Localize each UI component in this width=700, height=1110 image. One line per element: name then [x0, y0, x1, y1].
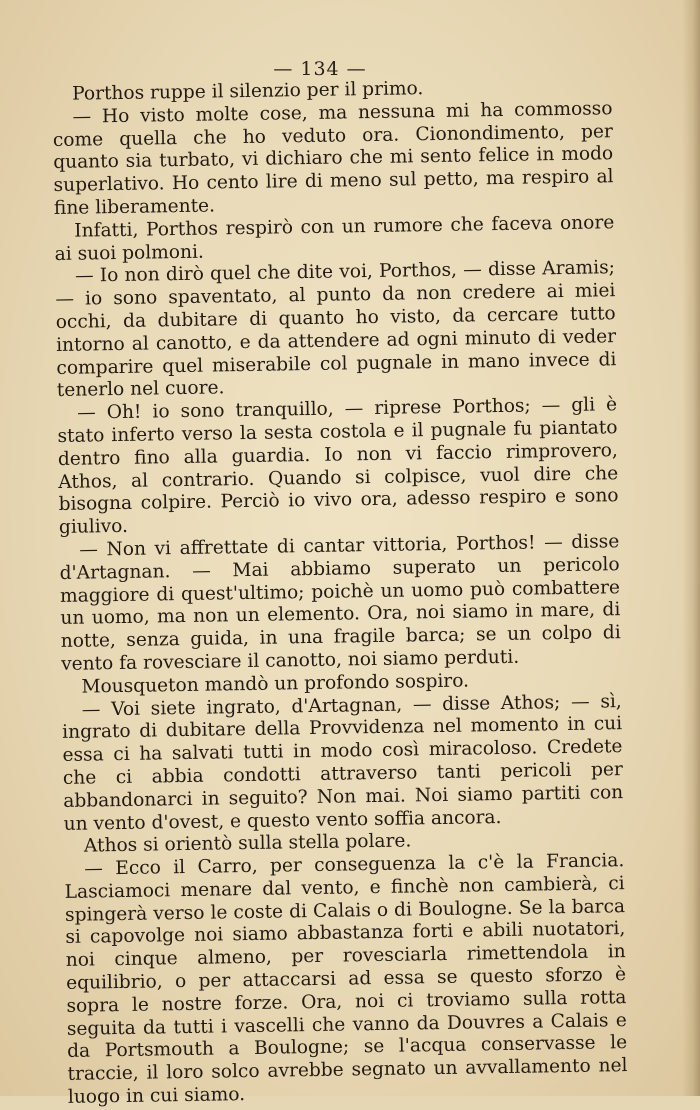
paragraph-8: — Voi siete ingrato, d'Artagnan, — disse Athos; — sì, ingrato di dubitare della Provvidenza nel momento in cui essa ci ha salvati tutti in modo così miracoloso. Credete che ci abbia condotti attraverso tanti pericoli per abbandonarci in seguito? Non mai. Noi siamo partiti con un vento d'ovest, e questo vento soffia ancora.	[62, 690, 624, 835]
paragraph-9: Athos si orientò sulla stella polare.	[83, 830, 412, 857]
page-text	[52, 75, 628, 1110]
paragraph-2: — Ho visto molte cose, ma nessuna mi ha commosso come quella che ho veduto ora. Cionondimento, per quanto sia turbato, vi dichiaro che mi sento felice in modo superlativo. Ho cento lire di meno sul petto, ma respiro al fine liberamente.	[52, 97, 614, 219]
paragraph-1: Porthos ruppe il silenzio per il primo.	[71, 78, 424, 105]
page-number: — 134 —	[273, 58, 367, 80]
page-edge-shadow	[682, 0, 700, 1096]
paragraph-7: Mousqueton mandò un profondo sospiro.	[81, 670, 470, 698]
paragraph-6: — Non vi affrettate di cantar vittoria, Porthos! — disse d'Artagnan. — Mai abbiamo superato un pericolo maggiore di quest'ultimo; poichè un uomo può combattere un uomo, ma non un elemento. Ora, noi siamo in mare, di notte, senza guida, in una fragile barca; se un colpo di vento fa rovesciare il canotto, noi siamo perduti.	[59, 531, 621, 675]
paragraph-5: — Oh! io sono tranquillo, — riprese Porthos; — gli è stato inferto verso la sesta costola e il pugnale fu piantato dentro fino alla guardia. Io non vi faccio rimprovero, Athos, al contrario. Quando si colpisce, vuol dire che bisogna colpire. Perciò io vivo ora, adesso respiro e sono giulivo.	[57, 394, 619, 539]
paragraph-10: — Ecco il Carro, per conseguenza la c'è la Francia. Lasciamoci menare dal vento, e finchè non cambierà, ci spingerà verso le coste di Calais o di Boulogne. Se la barca si capovolge noi siamo abbastanza forti e abili nuotatori, noi cinque almeno, per rovesciarla rimettendola in equilibrio, o per attaccarsi ad essa se questo sforzo è sopra le nostre forze. Ora, noi ci troviamo sulla rotta seguita da tutti i vascelli che vanno da Douvres a Calais e da Portsmouth a Boulogne; se l'acqua conservasse le traccie, il loro solco avrebbe segnato un avvallamento nel luogo in cui siamo.	[64, 850, 628, 1108]
paragraph-4: — Io non dirò quel che dite voi, Porthos, — disse Aramis; — io sono spaventato, al punto da non credere ai miei occhi, da dubitare di quanto ho visto, da cercare tutto intorno al canotto, e da attendere ad ogni minuto di veder comparire quel miserabile col pugnale in mano invece di tenerlo nel cuore.	[55, 257, 617, 402]
paragraph-3: Infatti, Porthos respirò con un rumore che faceva onore ai suoi polmoni.	[54, 211, 615, 265]
